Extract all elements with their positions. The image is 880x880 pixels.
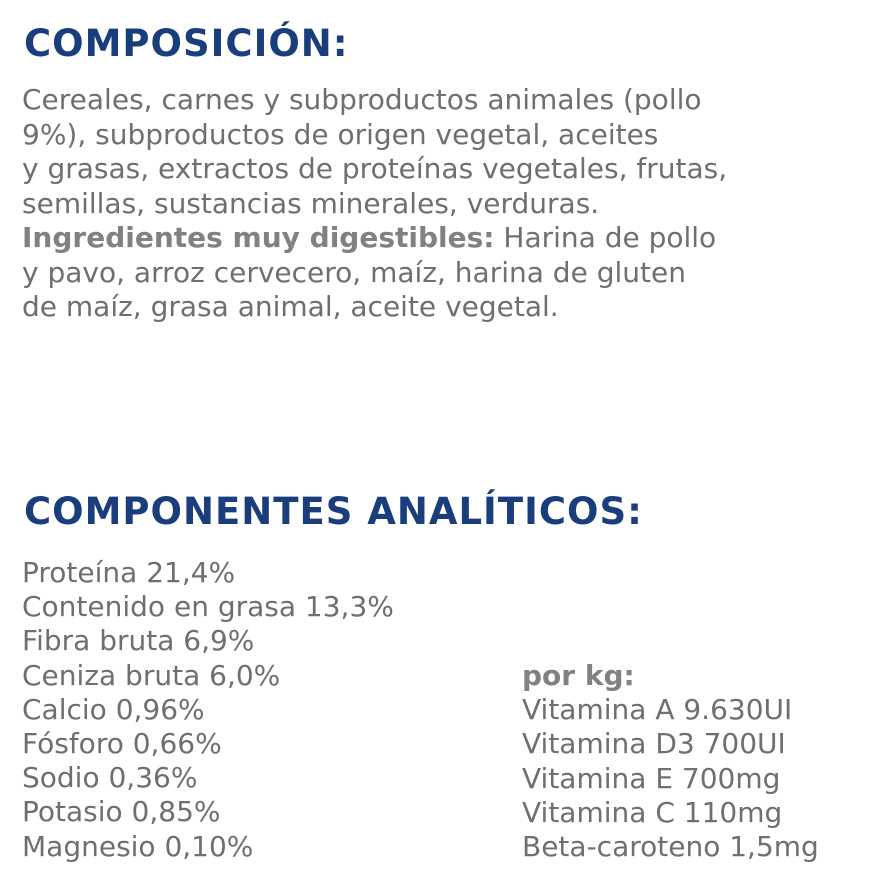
analytical-item: Magnesio 0,10%: [22, 829, 254, 863]
analytical-item: Ceniza bruta 6,0%: [22, 658, 281, 692]
composition-line: y grasas, extractos de proteínas vegetales, frutas,: [22, 152, 728, 185]
digestible-ingredients-line: [22, 221, 852, 256]
composition-line: 9%), subproductos de origen vegetal, aceites: [22, 117, 659, 151]
composition-heading: COMPOSICIÓN:: [24, 22, 349, 65]
vitamin-item: Vitamina D3 700UI: [522, 727, 786, 761]
vitamin-item: Vitamina C 110mg: [522, 795, 783, 829]
composition-line: semillas, sustancias minerales, verduras.: [22, 186, 600, 220]
analytical-item: Proteína 21,4%: [22, 556, 236, 589]
analytical-item: Potasio 0,85%: [22, 795, 221, 829]
analytical-item: Calcio 0,96%: [22, 692, 205, 726]
vitamin-item: Vitamina A 9.630UI: [522, 693, 793, 727]
vitamin-list: [522, 659, 819, 864]
vitamin-item: Beta-caroteno 1,5mg: [522, 830, 819, 864]
composition-line: Cereales, carnes y subproductos animales (pollo: [22, 83, 702, 116]
per-kg-label: por kg:: [522, 659, 635, 692]
digestible-ingredients-label: Ingredientes muy digestibles:: [22, 221, 495, 254]
digestible-ingredients-text: Harina de pollo: [494, 221, 717, 254]
analytical-item: Fósforo 0,66%: [22, 727, 222, 761]
analytical-item: Contenido en grasa 13,3%: [22, 590, 394, 624]
analytical-item: Fibra bruta 6,9%: [22, 624, 255, 658]
analytical-list: [22, 556, 394, 864]
composition-text: [22, 83, 852, 325]
composition-line: de maíz, grasa animal, aceite vegetal.: [22, 290, 559, 323]
vitamin-item: Vitamina E 700mg: [522, 761, 781, 795]
composition-line: y pavo, arroz cervecero, maíz, harina de gluten: [22, 255, 686, 289]
analytical-item: Sodio 0,36%: [22, 761, 198, 795]
analytical-heading: COMPONENTES ANALÍTICOS:: [24, 490, 643, 533]
